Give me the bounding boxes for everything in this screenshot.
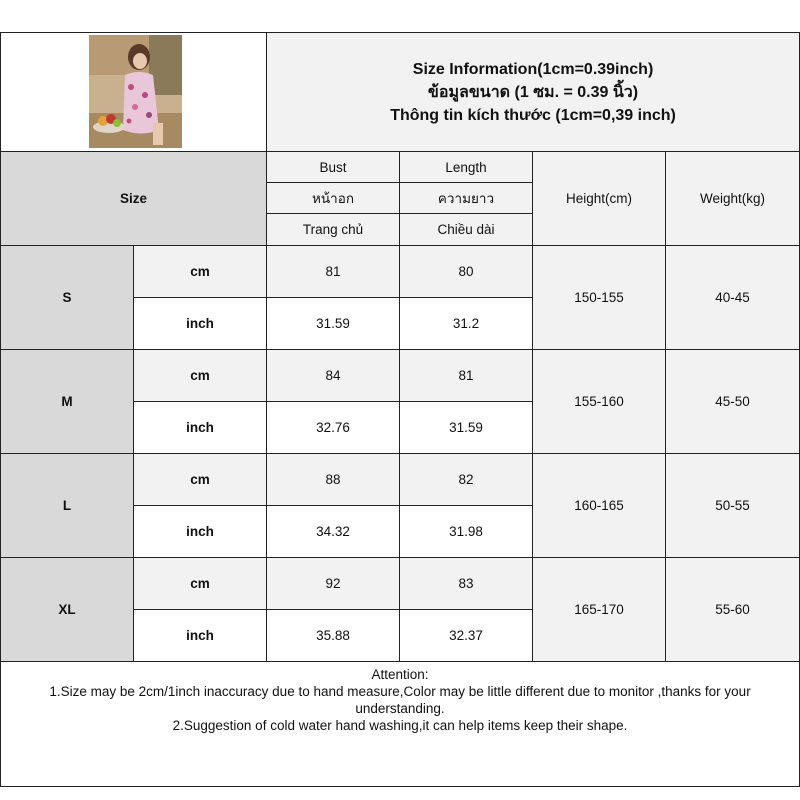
length-header-en: Length [400,152,533,183]
length-cm-m: 81 [400,350,533,402]
product-photo-cell [1,33,267,152]
attention-line-2: 2.Suggestion of cold water hand washing,it can help items keep their shape. [172,718,628,733]
length-inch-l: 31.98 [400,506,533,558]
size-s-label: S [1,246,134,350]
size-table [0,32,800,787]
size-l-label: L [1,454,134,558]
length-cm-xl: 83 [400,558,533,610]
attention-title: Attention: [371,667,429,682]
title-thai: ข้อมูลขนาด (1 ซม. = 0.39 นิ้ว) [427,83,639,101]
height-header: Height(cm) [533,152,666,246]
weight-xl: 55-60 [666,558,800,662]
product-photo [89,35,182,148]
bust-header-th: หน้าอก [267,183,400,214]
length-inch-m: 31.59 [400,402,533,454]
length-inch-s: 31.2 [400,298,533,350]
bust-inch-xl: 35.88 [267,610,400,662]
height-l: 160-165 [533,454,666,558]
size-chart [0,32,799,787]
unit-inch: inch [134,506,267,558]
weight-l: 50-55 [666,454,800,558]
length-cm-s: 80 [400,246,533,298]
bust-inch-l: 34.32 [267,506,400,558]
unit-cm: cm [134,558,267,610]
size-column-header: Size [1,152,267,246]
bust-header-en: Bust [267,152,400,183]
length-inch-xl: 32.37 [400,610,533,662]
bust-inch-s: 31.59 [267,298,400,350]
attention-line-1: 1.Size may be 2cm/1inch inaccuracy due to hand measure,Color may be little different due to monitor ,thanks for your understanding. [49,684,751,716]
title-vietnamese: Thông tin kích thước (1cm=0,39 inch) [390,106,676,124]
length-cm-l: 82 [400,454,533,506]
product-photo-image [89,35,182,148]
unit-cm: cm [134,246,267,298]
size-m-label: M [1,350,134,454]
unit-inch: inch [134,402,267,454]
bust-header-vi: Trang chủ [267,214,400,246]
size-info-header [267,33,800,152]
bust-cm-l: 88 [267,454,400,506]
length-header-vi: Chiều dài [400,214,533,246]
bust-cm-xl: 92 [267,558,400,610]
weight-s: 40-45 [666,246,800,350]
title-english: Size Information(1cm=0.39inch) [412,60,654,78]
weight-header: Weight(kg) [666,152,800,246]
height-m: 155-160 [533,350,666,454]
height-s: 150-155 [533,246,666,350]
length-header-th: ความยาว [400,183,533,214]
unit-inch: inch [134,298,267,350]
bust-cm-s: 81 [267,246,400,298]
unit-cm: cm [134,350,267,402]
size-xl-label: XL [1,558,134,662]
attention-notes [1,662,800,787]
bust-inch-m: 32.76 [267,402,400,454]
bust-cm-m: 84 [267,350,400,402]
unit-inch: inch [134,610,267,662]
height-xl: 165-170 [533,558,666,662]
weight-m: 45-50 [666,350,800,454]
unit-cm: cm [134,454,267,506]
